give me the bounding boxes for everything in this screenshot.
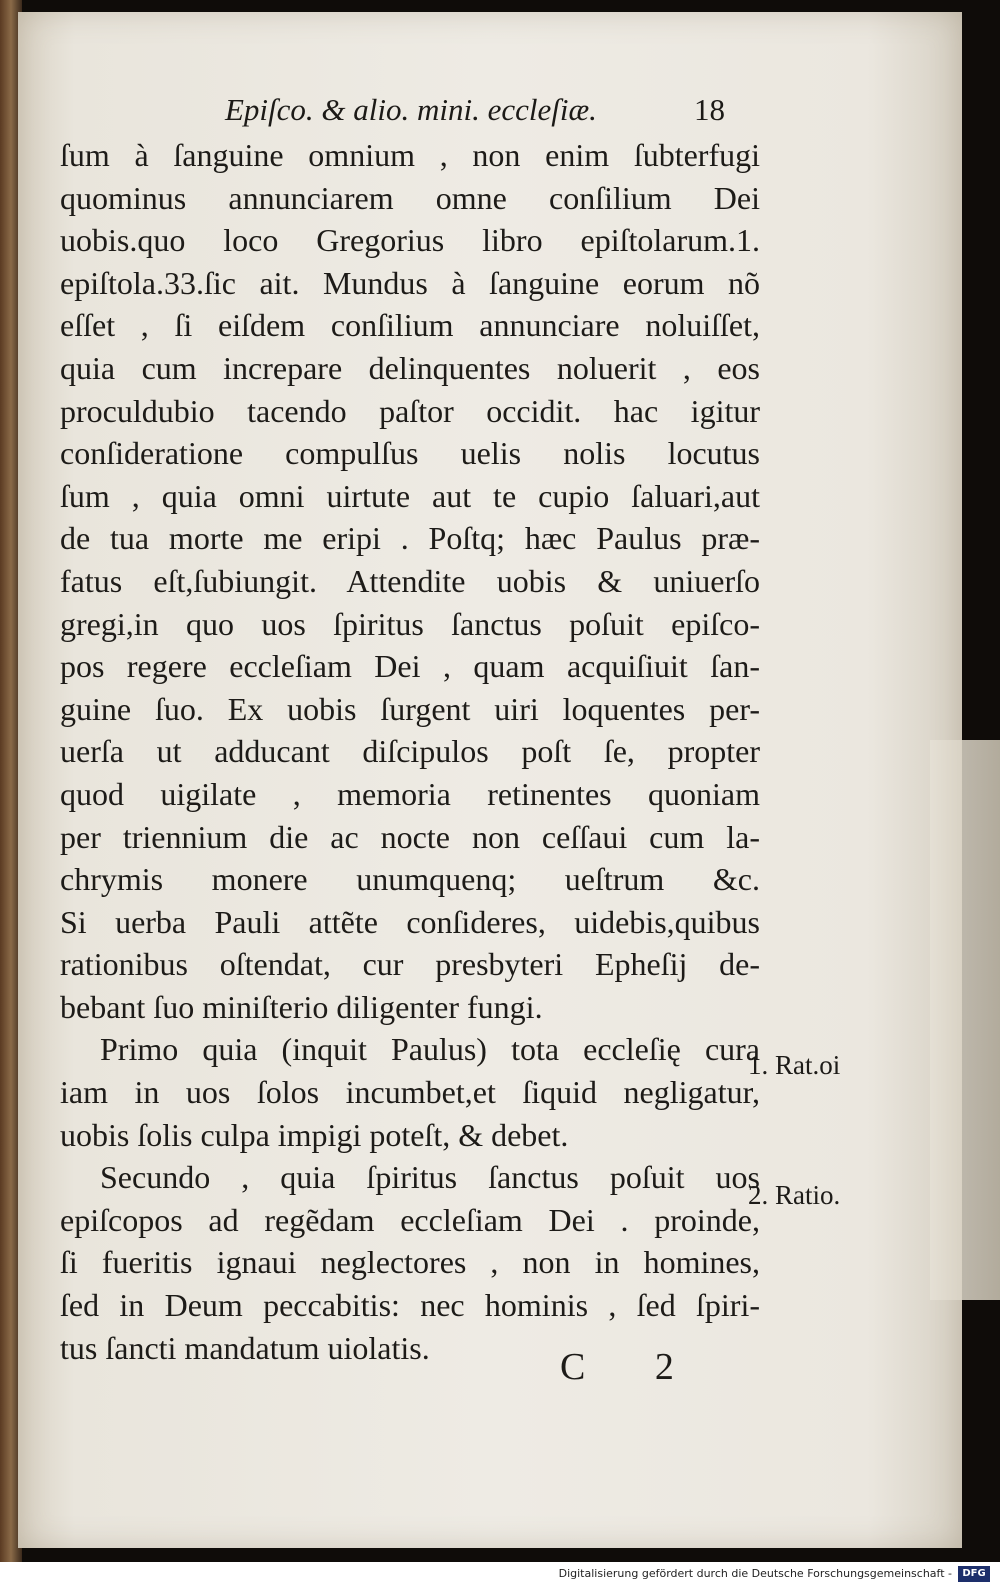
- text-line: bebant ſuo miniſterio diligenter fungi.: [60, 988, 543, 1025]
- text-line: uerſa ut adducant diſcipulos poſt ſe, propter: [60, 733, 760, 770]
- text-line: conſideratione compulſus uelis nolis locutus: [60, 435, 760, 472]
- dfg-logo: DFG: [958, 1566, 990, 1582]
- footer: [0, 1562, 1000, 1588]
- marginal-note-1: 1. Rat.oi: [748, 1050, 841, 1080]
- text-line: guine ſuo. Ex uobis ſurgent uiri loquentes per-: [60, 690, 760, 727]
- marginal-note-2: 2. Ratio.: [748, 1180, 841, 1210]
- funding-credit: Digitalisierung gefördert durch die Deutsche Forschungsgemeinschaft -: [558, 1567, 952, 1580]
- text-line: quod uigilate , memoria retinentes quoniam: [60, 775, 760, 812]
- text-line: uobis ſolis culpa impigi poteſt, & debet.: [60, 1116, 569, 1153]
- text-line: chrymis monere unumquenq; ueſtrum &c.: [60, 861, 760, 898]
- text-line: ſi fueritis ignaui neglectores , non in homines,: [60, 1244, 760, 1281]
- text-line: rationibus oſtendat, cur presbyteri Epheſij de-: [60, 946, 760, 983]
- text-line: quia cum increpare delinquentes noluerit , eos: [60, 349, 760, 386]
- text-line: epiſcopos ad regẽdam eccleſiam Dei . proinde,: [60, 1201, 760, 1238]
- text-line: ſum à ſanguine omnium , non enim ſubterfugi: [60, 137, 760, 173]
- text-line: de tua morte me eripi . Poſtq; hæc Paulus præ-: [60, 520, 760, 557]
- text-line: Si uerba Pauli attẽte conſideres, uidebis,quibus: [60, 903, 760, 940]
- text-line: epiſtola.33.ſic ait. Mundus à ſanguine eorum nõ: [60, 264, 760, 301]
- text-line: proculdubio tacendo paſtor occidit. hac igitur: [60, 392, 760, 429]
- text-line: iam in uos ſolos incumbet,et ſiquid negligatur,: [60, 1074, 760, 1111]
- text-line: tus ſancti mandatum uiolatis.: [60, 1329, 430, 1366]
- text-line: per triennium die ac nocte non ceſſaui cum la-: [60, 818, 760, 855]
- text-line: pos regere eccleſiam Dei , quam acquiſiuit ſan-: [60, 648, 760, 685]
- text-line: uobis.quo loco Gregorius libro epiſtolarum.1.: [60, 222, 760, 259]
- text-line: quominus annunciarem omne conſilium Dei: [60, 179, 760, 216]
- signature-mark: C 2: [560, 1346, 704, 1388]
- text-line: ſum , quia omni uirtute aut te cupio ſaluari,aut: [60, 477, 760, 514]
- text-line: gregi,in quo uos ſpiritus ſanctus poſuit epiſco-: [60, 605, 760, 642]
- text-line: Secundo , quia ſpiritus ſanctus poſuit uos: [100, 1159, 760, 1196]
- text-line: ſed in Deum peccabitis: nec hominis , ſed ſpiri-: [60, 1287, 760, 1324]
- page-header: [225, 92, 725, 132]
- body-text: [60, 134, 760, 1369]
- facing-page-edge: [930, 740, 1000, 1300]
- page-number: 18: [694, 92, 725, 127]
- running-head: Epiſco. & alio. mini. eccleſiæ.: [225, 92, 597, 127]
- text-line: eſſet , ſi eiſdem conſilium annunciare noluiſſet,: [60, 307, 760, 344]
- text-line: fatus eſt,ſubiungit. Attendite uobis & uniuerſo: [60, 562, 760, 599]
- text-line: Primo quia (inquit Paulus) tota eccleſię cura: [100, 1031, 760, 1068]
